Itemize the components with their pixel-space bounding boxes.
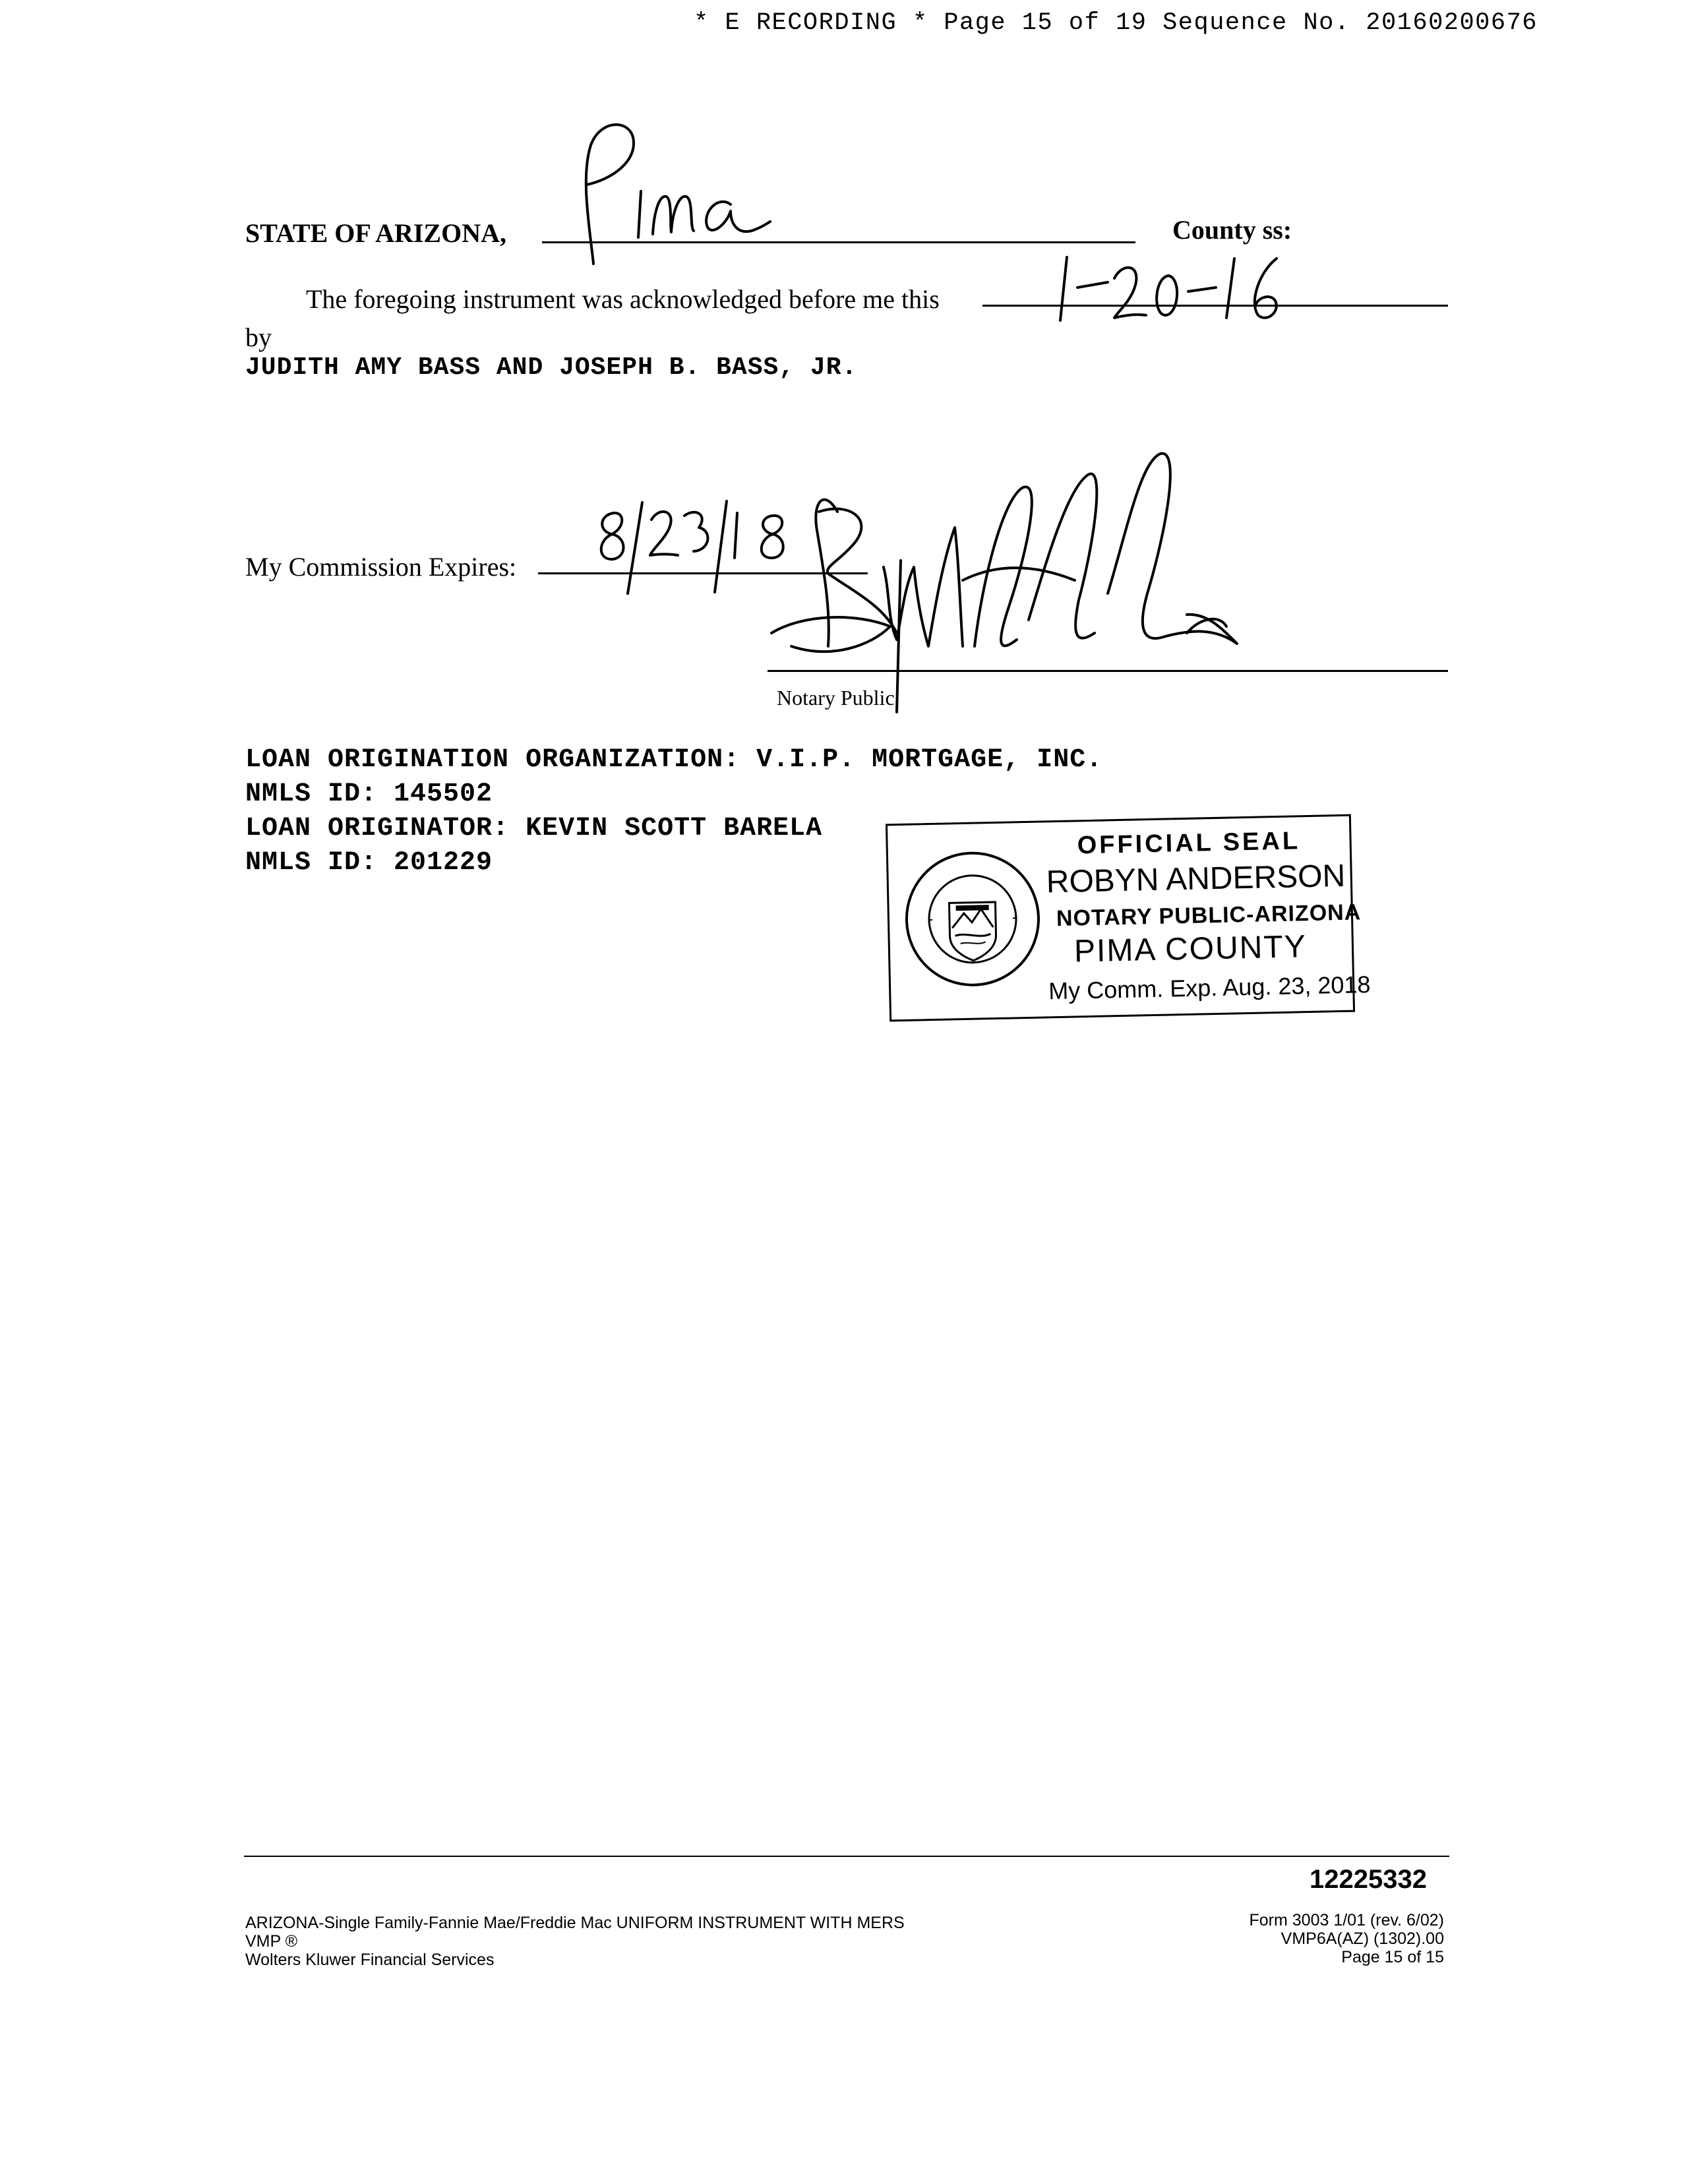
footer-vmp-code: VMP6A(AZ) (1302).00 [1281, 1929, 1444, 1948]
stamp-county: PIMA COUNTY [1073, 929, 1308, 969]
loan-originator: LOAN ORIGINATOR: KEVIN SCOTT BARELA [245, 814, 823, 843]
county-label: County ss: [1172, 215, 1292, 245]
notary-public-label: Notary Public [777, 686, 895, 710]
state-seal-icon [902, 849, 1043, 993]
stamp-notary-name: ROBYN ANDERSON [1046, 858, 1346, 900]
document-number: 12225332 [1310, 1865, 1427, 1894]
acknowledgment-text: The foregoing instrument was acknowledged before me this [306, 284, 940, 314]
stamp-notary-title: NOTARY PUBLIC-ARIZONA [1056, 899, 1362, 932]
organization-nmls-id: NMLS ID: 145502 [245, 779, 493, 809]
notary-stamp [886, 814, 1371, 1022]
footer-right [1249, 1911, 1444, 1966]
loan-origination-organization: LOAN ORIGINATION ORGANIZATION: V.I.P. MORTGAGE, INC. [245, 745, 1103, 775]
footer-form-title: ARIZONA-Single Family-Fannie Mae/Freddie Mac UNIFORM INSTRUMENT WITH MERS [245, 1914, 905, 1932]
footer-page-number: Page 15 of 15 [1341, 1948, 1444, 1966]
state-seal-svg [902, 849, 1043, 990]
footer-vmp: VMP ® [245, 1932, 298, 1951]
footer-publisher: Wolters Kluwer Financial Services [245, 1951, 495, 1969]
acknowledgment-date-handwritten [1048, 249, 1312, 332]
stamp-official-seal: OFFICIAL SEAL [1077, 827, 1301, 860]
commission-expires-label: My Commission Expires: [245, 552, 517, 582]
recording-header: * E RECORDING * Page 15 of 19 Sequence No. 20160200676 [694, 9, 1538, 37]
date-handwriting-svg [1048, 249, 1312, 328]
state-label: STATE OF ARIZONA, [245, 218, 506, 248]
footer-divider [244, 1856, 1449, 1857]
footer-form-number: Form 3003 1/01 (rev. 6/02) [1249, 1911, 1444, 1929]
by-label: by [245, 322, 272, 352]
signer-names: JUDITH AMY BASS AND JOSEPH B. BASS, JR. [245, 353, 858, 382]
county-handwritten [554, 112, 778, 274]
originator-nmls-id: NMLS ID: 201229 [245, 848, 493, 878]
footer-left [245, 1914, 905, 1969]
stamp-expiration: My Comm. Exp. Aug. 23, 2018 [1048, 971, 1371, 1005]
county-handwriting-svg [554, 112, 778, 270]
